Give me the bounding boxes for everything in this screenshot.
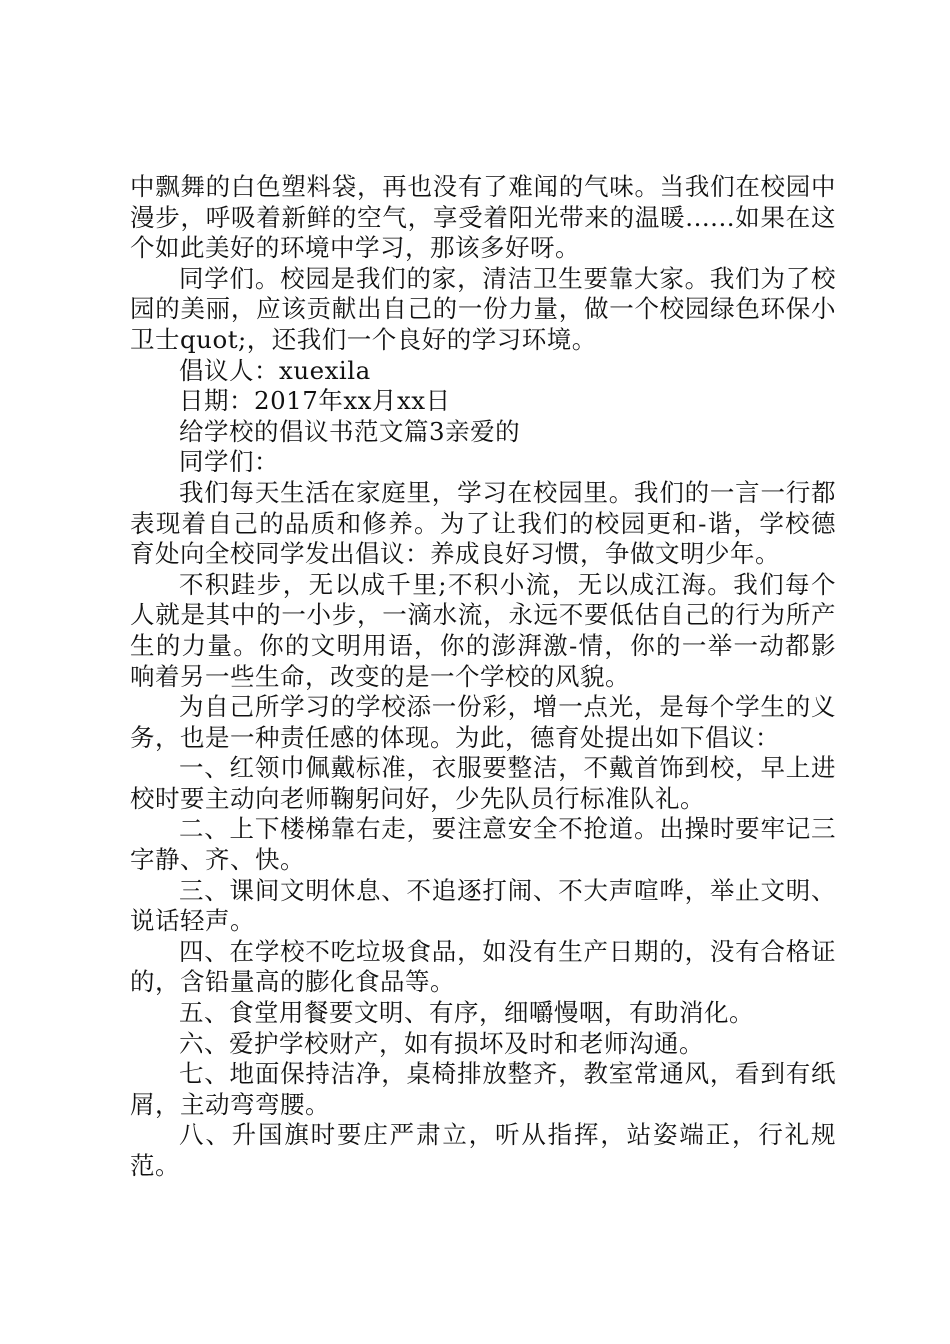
proposal-item: 八、升国旗时要庄严肃立，听从指挥，站姿端正，行礼规范。 [130,1120,836,1180]
proposal-item: 一、红领巾佩戴标准，衣服要整洁，不戴首饰到校，早上进校时要主动向老师鞠躬问好，少先队员行标准队礼。 [130,753,836,813]
paragraph: 中飘舞的白色塑料袋，再也没有了难闻的气味。当我们在校园中漫步，呼吸着新鲜的空气，享受着阳光带来的温暖......如果在这个如此美好的环境中学习，那该多好呀。 [130,172,836,263]
paragraph: 不积跬步，无以成千里;不积小流，无以成江海。我们每个人就是其中的一小步，一滴水流，永远不要低估自己的行为所产生的力量。你的文明用语，你的澎湃激-情，你的一举一动都影响着另一些生命，改变的是一个学校的风貌。 [130,569,836,691]
date-line: 日期：2017年xx月xx日 [179,386,451,416]
proposal-item: 四、在学校不吃垃圾食品，如没有生产日期的，没有合格证的，含铅量高的膨化食品等。 [130,936,836,997]
paragraph: 为自己所学习的学校添一份彩，增一点光，是每个学生的义务，也是一种责任感的体现。为此，德育处提出如下倡议： [130,692,836,752]
initiator-line: 倡议人：xuexila [179,355,371,385]
proposal-item: 二、上下楼梯靠右走，要注意安全不抢道。出操时要牢记三字静、齐、快。 [130,814,836,875]
paragraph: 我们每天生活在家庭里，学习在校园里。我们的一言一行都表现着自己的品质和修养。为了让我们的校园更和-谐，学校德育处向全校同学发出倡议：养成良好习惯，争做文明少年。 [130,477,836,569]
proposal-item: 六、爱护学校财产，如有损坏及时和老师沟通。 [179,1028,704,1058]
section-heading: 给学校的倡议书范文篇3亲爱的 [179,416,521,446]
proposal-item: 七、地面保持洁净，桌椅排放整齐，教室常通风，看到有纸屑，主动弯弯腰。 [130,1059,836,1119]
document-body [130,172,836,1182]
proposal-item: 五、食堂用餐要文明、有序，细嚼慢咽，有助消化。 [179,998,754,1028]
paragraph: 同学们。校园是我们的家，清洁卫生要靠大家。我们为了校园的美丽，应该贡献出自己的一份力量，做一个校园绿色环保小卫士quot;，还我们一个良好的学习环境。 [130,263,836,354]
proposal-item: 三、课间文明休息、不追逐打闹、不大声喧哗，举止文明、说话轻声。 [130,875,836,936]
salutation: 同学们： [179,447,279,477]
